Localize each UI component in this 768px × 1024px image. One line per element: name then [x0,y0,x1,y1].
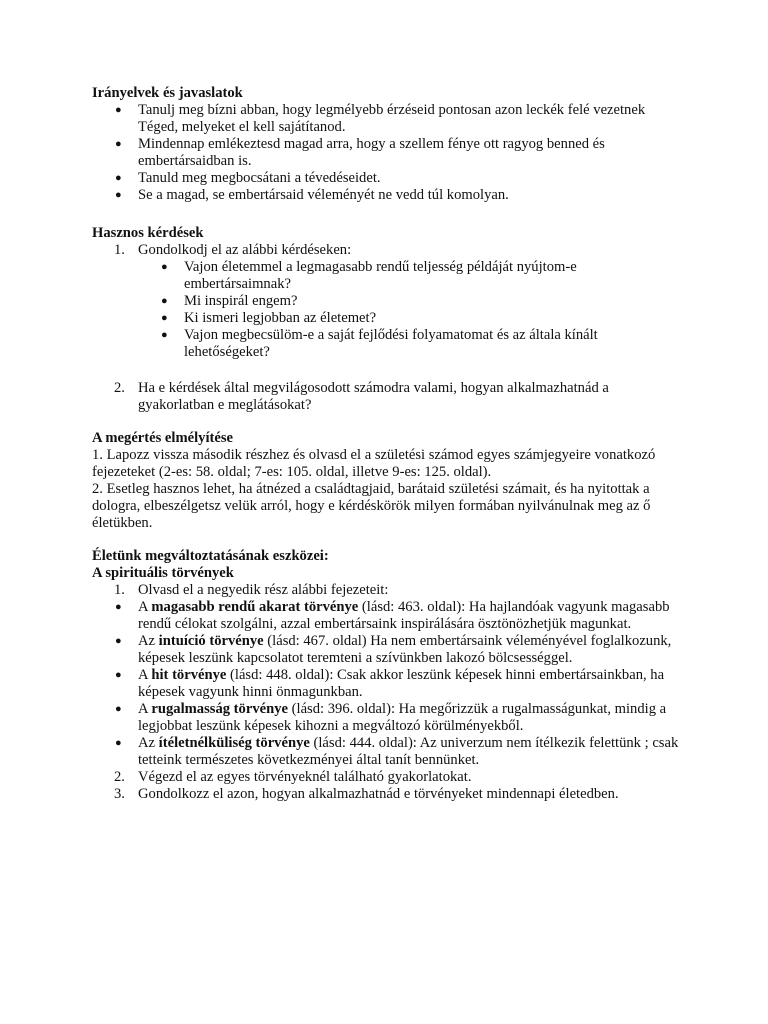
section-useful-questions [92,225,682,361]
law-item: ● A magasabb rendű akarat törvénye (lásd: 463. oldal): Ha hajlandóak vagyunk magasabb rendű célokat szolgálni, azzal embertársaink inspirálására ösztönözhetjük magunkat. [115,599,670,632]
bullet-icon: ● [115,189,122,201]
paragraph: 2. Esetleg hasznos lehet, ha átnézed a családtagjaid, barátaid születési számait, és ha nyitottak a dologra, elbeszélgetsz velük arról, hogy e kérdéskörök milyen formában nyilvánulnak meg az ő életükben. [92,481,651,531]
law-item: ● A rugalmasság törvénye (lásd: 396. oldal): Ha megőrizzük a rugalmasságunkat, mindig a legjobbat leszünk képesek kihozni a megváltozó körülményekből. [115,701,667,734]
list-item: ● Tanulj meg bízni abban, hogy legmélyebb érzéseid pontosan azon leckék felé vezetnek Téged, melyeket el kell sajátítanod. [115,102,646,135]
bullet-icon: ● [115,703,122,715]
section-title: Hasznos kérdések [92,225,204,241]
bullet-icon: ● [115,669,122,681]
section-title: Irányelvek és javaslatok [92,85,243,101]
sub-list-item: ● Ki ismeri legjobban az életemet? [161,310,377,326]
numbered-item: 2. Ha e kérdések által megvilágosodott számodra valami, hogyan alkalmazhatnád a gyakorlatban e meglátásokat? [114,380,609,413]
bullet-icon: ● [161,295,168,307]
section-subtitle: A spirituális törvények [92,565,234,581]
law-item: ● Az intuíció törvénye (lásd: 467. oldal) Ha nem embertársaink véleményével foglalkozunk, képesek leszünk kapcsolatot teremteni a szívünkben lakozó bölcsességgel. [115,633,672,666]
bullet-icon: ● [115,138,122,150]
bullet-icon: ● [115,635,122,647]
law-item: ● Az ítéletnélküliség törvénye (lásd: 444. oldal): Az univerzum nem ítélkezik felettünk ; csak tetteink természetes következményei által tanít bennünket. [115,735,679,768]
bullet-icon: ● [115,172,122,184]
bullet-icon: ● [115,104,122,116]
section-title: Életünk megváltoztatásának eszközei: [92,548,329,564]
sub-list-item: ● Vajon életemmel a legmagasabb rendű teljesség példáját nyújtom-e embertársaimnak? [161,259,577,292]
section-tools [92,548,682,803]
list-item: ● Tanuld meg megbocsátani a tévedéseidet. [115,170,381,186]
bullet-icon: ● [115,737,122,749]
sub-list-item: ● Mi inspirál engem? [161,293,298,309]
numbered-item: 2. Végezd el az egyes törvényeknél található gyakorlatokat. [114,769,472,785]
section-guidelines [92,85,682,204]
bullet-icon: ● [161,329,168,341]
section-deepening [92,430,682,532]
paragraph: 1. Lapozz vissza második részhez és olvasd el a születési számod egyes számjegyeire vonatkozó fejezeteket (2-es: 58. oldal; 7-es: 105. oldal, illetve 9-es: 125. oldal). [92,447,656,480]
list-item: ● Se a magad, se embertársaid véleményét ne vedd túl komolyan. [115,187,509,203]
sub-list-item: ● Vajon megbecsülöm-e a saját fejlődési folyamatomat és az általa kínált lehetőségeket? [161,327,598,360]
numbered-item: 1. Gondolkodj el az alábbi kérdéseken: [114,242,352,258]
bullet-icon: ● [115,601,122,613]
list-item: ● Mindennap emlékeztesd magad arra, hogy a szellem fénye ott ragyog benned és embertársaidban is. [115,136,605,169]
section-useful-questions-2 [92,380,682,414]
numbered-item: 1. Olvasd el a negyedik rész alábbi fejezeteit: [114,582,389,598]
law-item: ● A hit törvénye (lásd: 448. oldal): Csak akkor leszünk képesek hinni embertársainkban, ha képesek vagyunk hinni önmagunkban. [115,667,665,700]
numbered-item: 3. Gondolkozz el azon, hogyan alkalmazhatnád e törvényeket mindennapi életedben. [114,786,619,802]
section-title: A megértés elmélyítése [92,430,233,446]
bullet-icon: ● [161,312,168,324]
bullet-icon: ● [161,261,168,273]
